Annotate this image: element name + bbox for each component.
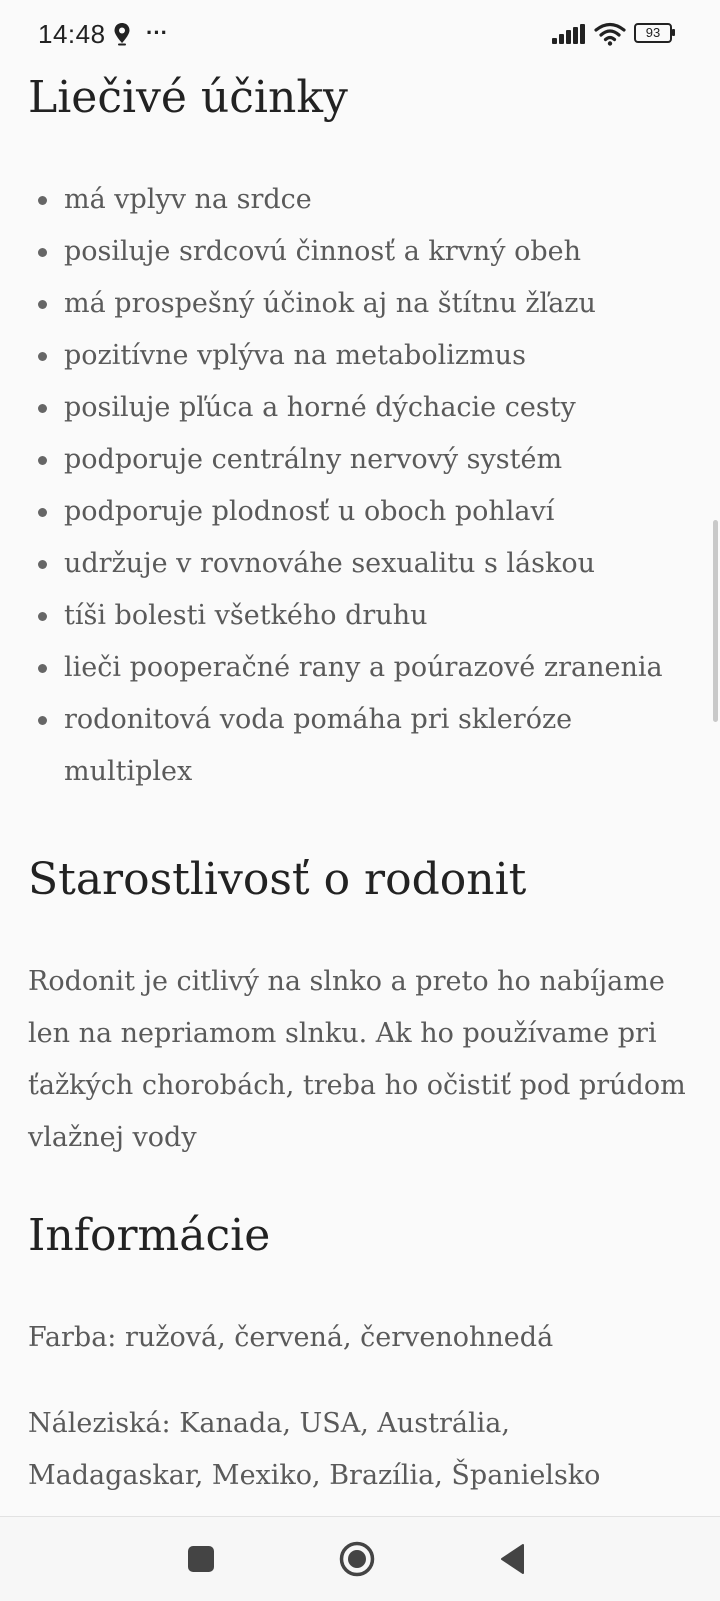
list-item: lieči pooperačné rany a poúrazové zranenia xyxy=(28,642,688,694)
list-item: má vplyv na srdce xyxy=(28,174,688,226)
scrollbar[interactable] xyxy=(713,520,718,722)
recent-apps-icon xyxy=(188,1546,214,1572)
list-item: posiluje srdcovú činnosť a krvný obeh xyxy=(28,226,688,278)
cell-signal-icon xyxy=(552,24,586,48)
status-time: 14:48 xyxy=(38,19,106,49)
section-title-info: Informácie xyxy=(28,1210,271,1261)
battery-icon xyxy=(634,23,674,43)
system-nav-bar xyxy=(0,1516,720,1601)
more-icon: ··· xyxy=(146,20,168,45)
info-sites: Náleziská: Kanada, USA, Austrália, Madagaskar, Mexiko, Brazília, Španielsko xyxy=(28,1408,601,1491)
back-button[interactable] xyxy=(473,1517,553,1601)
battery-level: 93 xyxy=(634,23,672,43)
section-title-effects: Liečivé účinky xyxy=(28,72,348,123)
status-bar xyxy=(0,0,720,68)
care-paragraph: Rodonit je citlivý na slnko a preto ho nabíjame len na nepriamom slnku. Ak ho používame pri ťažkých chorobách, treba ho očistiť pod prúdom vlažnej vody xyxy=(28,966,686,1153)
list-item: posiluje pľúca a horné dýchacie cesty xyxy=(28,382,688,434)
list-item: rodonitová voda pomáha pri skleróze multiplex xyxy=(28,694,688,798)
list-item: udržuje v rovnováhe sexualitu s láskou xyxy=(28,538,688,590)
list-item: tíši bolesti všetkého druhu xyxy=(28,590,688,642)
recent-apps-button[interactable] xyxy=(161,1517,241,1601)
list-item: má prospešný účinok aj na štítnu žľazu xyxy=(28,278,688,330)
section-title-care: Starostlivosť o rodonit xyxy=(28,854,527,905)
info-color: Farba: ružová, červená, červenohnedá xyxy=(28,1322,554,1353)
effects-list xyxy=(28,174,688,798)
home-icon xyxy=(338,1540,376,1578)
list-item: podporuje centrálny nervový systém xyxy=(28,434,688,486)
back-icon xyxy=(499,1543,527,1575)
list-item: podporuje plodnosť u oboch pohlaví xyxy=(28,486,688,538)
list-item: pozitívne vplýva na metabolizmus xyxy=(28,330,688,382)
home-button[interactable] xyxy=(317,1517,397,1601)
wifi-icon xyxy=(594,22,626,50)
location-pin-icon xyxy=(113,22,131,50)
